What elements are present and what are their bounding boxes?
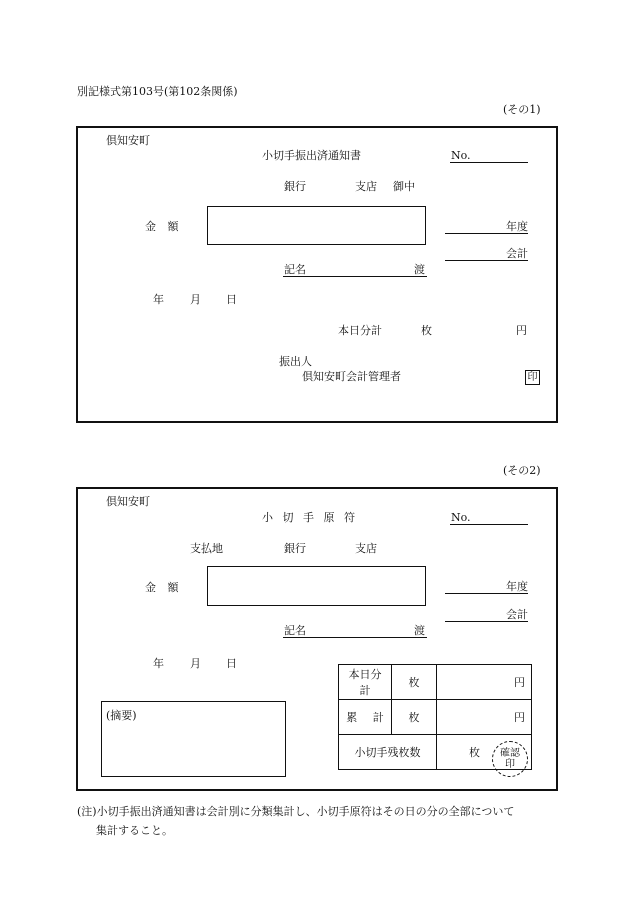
form2-hand-label: 渡	[414, 624, 425, 637]
form2-name-label: 記名	[284, 624, 306, 637]
form2-pay-place: 支払地	[190, 542, 223, 555]
form1-bank: 銀行	[284, 180, 306, 193]
form1-addressee: 御中	[393, 180, 415, 193]
form2-title: 小 切 手 原 符	[262, 511, 355, 524]
confirm-stamp-top: 確認	[500, 748, 520, 759]
form1-day: 日	[226, 293, 237, 306]
form1-hand-label: 渡	[414, 263, 425, 276]
form1-account-underline	[445, 260, 528, 261]
form1-no-underline	[450, 162, 528, 163]
table-row	[339, 700, 532, 735]
form1-no: No.	[451, 149, 471, 162]
form2-amount-label: 金 額	[145, 581, 179, 594]
form1-yen: 円	[516, 324, 527, 337]
form2-label: (その2)	[503, 464, 541, 477]
form2-name-underline	[283, 637, 427, 638]
row-label: 累 計	[339, 700, 392, 735]
row-yen: 円	[437, 700, 532, 735]
form2-month: 月	[190, 657, 201, 670]
form1-month: 月	[190, 293, 201, 306]
form2-year: 年	[153, 657, 164, 670]
form2-branch: 支店	[355, 542, 377, 555]
form1-account: 会計	[506, 247, 528, 260]
form1-manager: 倶知安町会計管理者	[302, 370, 401, 383]
form2-fiscal-year: 年度	[506, 580, 528, 593]
form2-account-underline	[445, 621, 528, 622]
confirm-stamp-bottom: 印	[505, 759, 515, 770]
row-yen: 円	[437, 665, 532, 700]
form1-fiscal-year: 年度	[506, 220, 528, 233]
form1-name-underline	[283, 276, 427, 277]
form2-summary-label: (摘要)	[106, 709, 137, 722]
form1-name-label: 記名	[284, 263, 306, 276]
confirm-stamp-icon	[492, 741, 528, 777]
form1-year: 年	[153, 293, 164, 306]
note-line1: (注)小切手振出済通知書は会計別に分類集計し、小切手原符はその日の分の全部について	[77, 805, 515, 818]
form2-town: 倶知安町	[106, 495, 150, 508]
form1-fiscal-year-underline	[445, 233, 528, 234]
form1-label: (その1)	[503, 103, 541, 116]
row-unit: 枚	[392, 665, 437, 700]
form2-amount-box	[207, 566, 426, 606]
form2-no: No.	[451, 511, 471, 524]
form1-today-total: 本日分計	[338, 324, 382, 337]
form1-sheets: 枚	[421, 324, 432, 337]
form1-title: 小切手振出済通知書	[262, 149, 361, 162]
form2-no-underline	[450, 524, 528, 525]
form2-account: 会計	[506, 608, 528, 621]
form1-issuer: 振出人	[279, 355, 312, 368]
form2-day: 日	[226, 657, 237, 670]
table-row	[339, 665, 532, 700]
form-title: 別記様式第103号(第102条関係)	[77, 85, 238, 98]
note-line2: 集計すること。	[96, 824, 173, 837]
form2-fiscal-year-underline	[445, 593, 528, 594]
row-label: 本日分計	[339, 665, 392, 700]
row-unit: 枚	[392, 700, 437, 735]
form2-bank: 銀行	[284, 542, 306, 555]
row-unit: 枚	[437, 735, 532, 770]
form1-amount-label: 金 額	[145, 220, 179, 233]
form1-amount-box	[207, 206, 426, 245]
form1-branch: 支店	[355, 180, 377, 193]
form1-seal	[525, 370, 540, 385]
row-label: 小切手残枚数	[339, 735, 437, 770]
seal-icon: 印	[525, 370, 540, 385]
form1-town: 倶知安町	[106, 134, 150, 147]
